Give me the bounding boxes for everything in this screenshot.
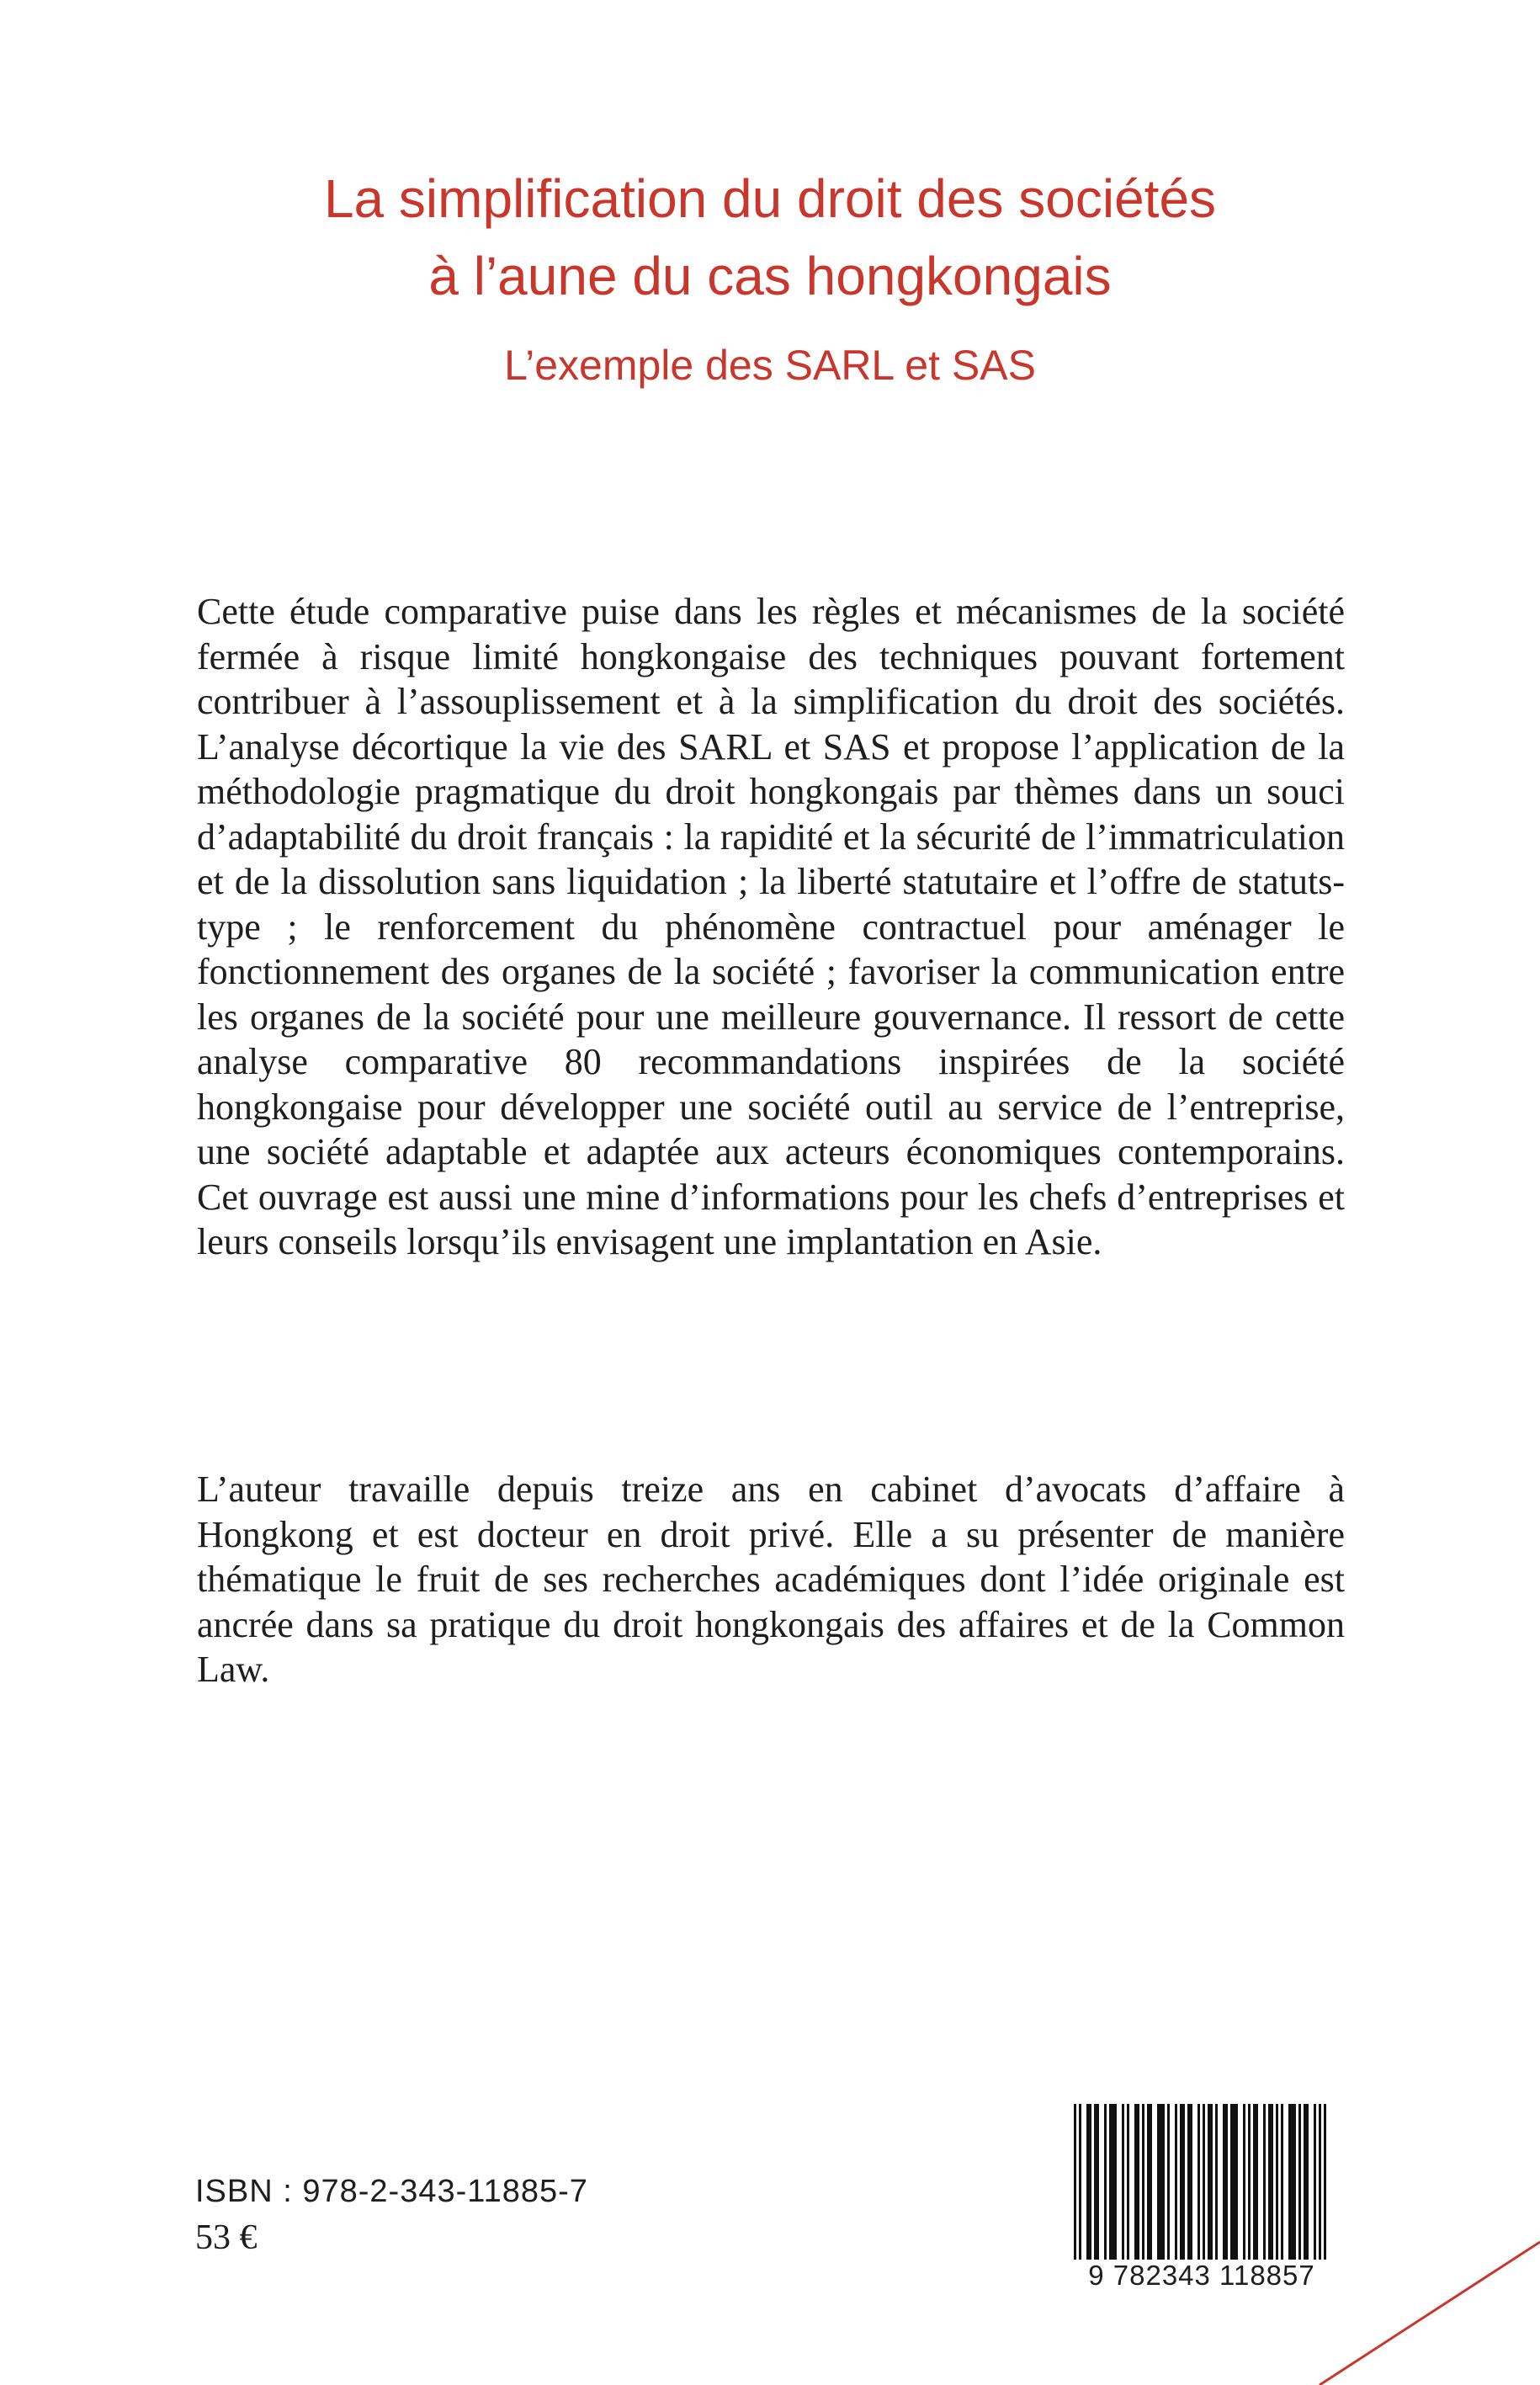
book-summary: Cette étude comparative puise dans les règles et mécanismes de la société fermée à risque limité hongkongaise des techniques pouvant fortement contribuer à l’assouplissement et à la simplification du droit des sociétés. L’analyse décortique la vie des SARL et SAS et propose l’application de la méthodologie pragmatique du droit hongkongais par thèmes dans un souci d’adaptabilité du droit français : la rapidité et la sécurité de l’immatriculation et de la dissolution sans liquidation ; la liberté statutaire et l’offre de statuts-type ; le renforcement du phénomène contractuel pour aménager le fonctionnement des organes de la société ; favoriser la communication entre les organes de la société pour une meilleure gouvernance. Il ressort de cette analyse comparative 80 recommandations inspirées de la société hongkongaise pour développer une société outil au service de l’entreprise, une société adaptable et adaptée aux acteurs économiques contemporains. Cet ouvrage est aussi une mine d’informations pour les chefs d’entreprises et leurs conseils lorsqu’ils envisagent une implantation en Asie. — [197, 591, 1345, 1262]
isbn-label: ISBN : 978-2-343-11885-7 — [195, 2174, 588, 2209]
barcode-number: 9 782343 118857 — [1067, 2260, 1336, 2292]
book-subtitle: L’exemple des SARL et SAS — [504, 342, 1036, 389]
price-label: 53 € — [195, 2218, 258, 2257]
book-title-line-1: La simplification du droit des sociétés — [323, 168, 1217, 229]
book-title-line-2: à l’aune du cas hongkongais — [428, 246, 1112, 306]
author-biography: L’auteur travaille depuis treize ans en cabinet d’avocats d’affaire à Hongkong et est docteur en droit privé. Elle a su présenter de manière thématique le fruit de ses recherches académiques dont l’idée originale est ancrée dans sa pratique du droit hongkongais des affaires et de la Common Law. — [197, 1469, 1345, 1690]
